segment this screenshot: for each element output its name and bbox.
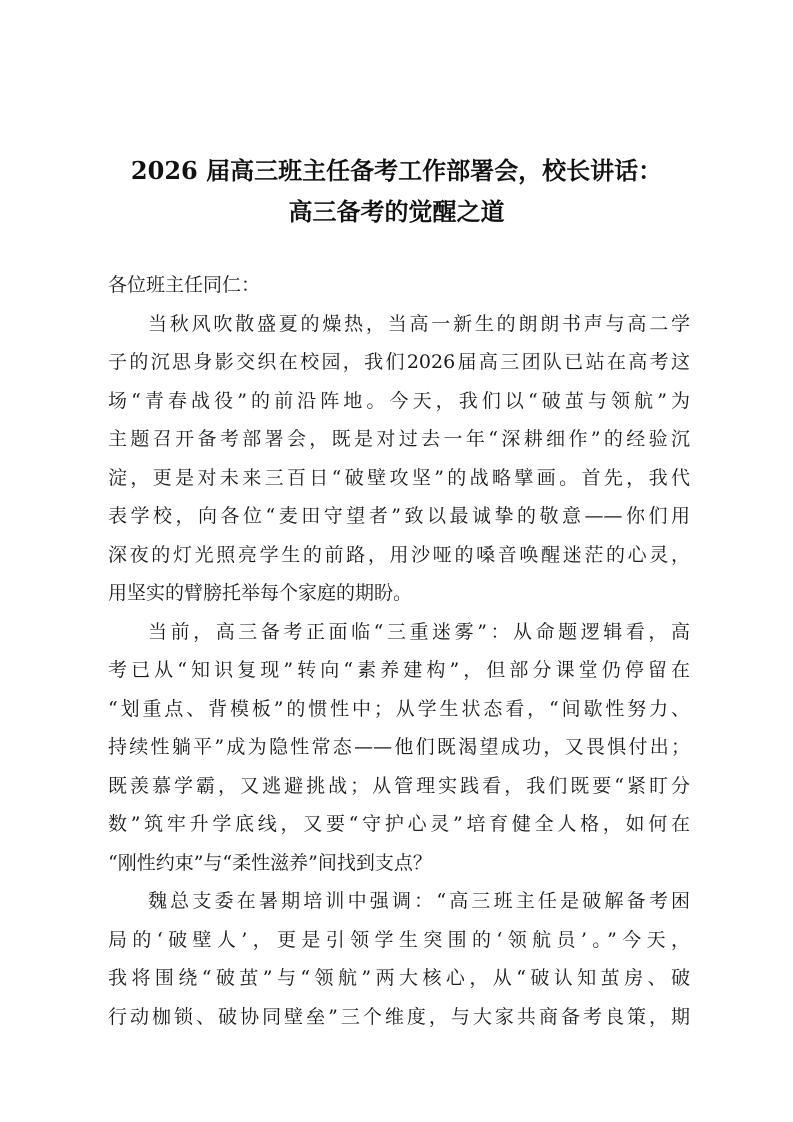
paragraph-line: “划重点、背模板”的惯性中；从学生状态看，“间歇性努力、: [108, 697, 690, 720]
salutation: 各位班主任同仁：: [108, 274, 261, 296]
paragraph-line: 我将围绕“破茧”与“领航”两大核心，从“破认知茧房、破: [108, 967, 690, 989]
paragraph-line: 子的沉思身影交织在校园，我们2026届高三团队已站在高考这: [108, 351, 690, 373]
document-title-line-2: 高三备考的觉醒之道: [288, 197, 505, 226]
document-title-line-1: 2026 届高三班主任备考工作部署会，校长讲话：: [130, 156, 663, 185]
paragraph-line: 当秋风吹散盛夏的燥热，当高一新生的朗朗书声与高二学: [148, 312, 690, 335]
paragraph-1: [108, 305, 690, 613]
document-body: [108, 266, 690, 1036]
paragraph-line: 用坚实的臂膀托举每个家庭的期盼。: [108, 582, 413, 604]
paragraph-line: 考已从“知识复现”转向“素养建构”，但部分课堂仍停留在: [108, 659, 690, 681]
paragraph-line: 当前，高三备考正面临“三重迷雾”：从命题逻辑看，高: [148, 620, 690, 643]
paragraph-line: 主题召开备考部署会，既是对过去一年“深耕细作”的经验沉: [108, 428, 690, 450]
paragraph-line: 场“青春战役”的前沿阵地。今天，我们以“破茧与领航”为: [108, 389, 690, 412]
paragraph-line: 局的‘破壁人’，更是引领学生突围的‘领航员’。”今天，: [108, 928, 690, 951]
paragraph-line: “刚性约束”与“柔性滋养”间找到支点？: [108, 851, 432, 874]
paragraph-line: 数”筑牢升学底线，又要“守护心灵”培育健全人格，如何在: [108, 813, 690, 835]
paragraph-line: 持续性躺平”成为隐性常态——他们既渴望成功，又畏惧付出；: [108, 736, 690, 758]
paragraph-line: 淀，更是对未来三百日“破壁攻坚”的战略擘画。首先，我代: [108, 466, 690, 489]
paragraph-2: [108, 613, 690, 883]
paragraph-line: 行动枷锁、破协同壁垒”三个维度，与大家共商备考良策，期: [108, 1005, 690, 1028]
paragraph-3: [108, 882, 690, 1036]
paragraph-line: 表学校，向各位“麦田守望者”致以最诚挚的敬意——你们用: [108, 505, 690, 527]
paragraph-line: 魏总支委在暑期培训中强调：“高三班主任是破解备考困: [148, 890, 690, 912]
paragraph-line: 既羡慕学霸，又逃避挑战；从管理实践看，我们既要“紧盯分: [108, 774, 690, 797]
paragraph-line: 深夜的灯光照亮学生的前路，用沙哑的嗓音唤醒迷茫的心灵，: [108, 543, 690, 566]
